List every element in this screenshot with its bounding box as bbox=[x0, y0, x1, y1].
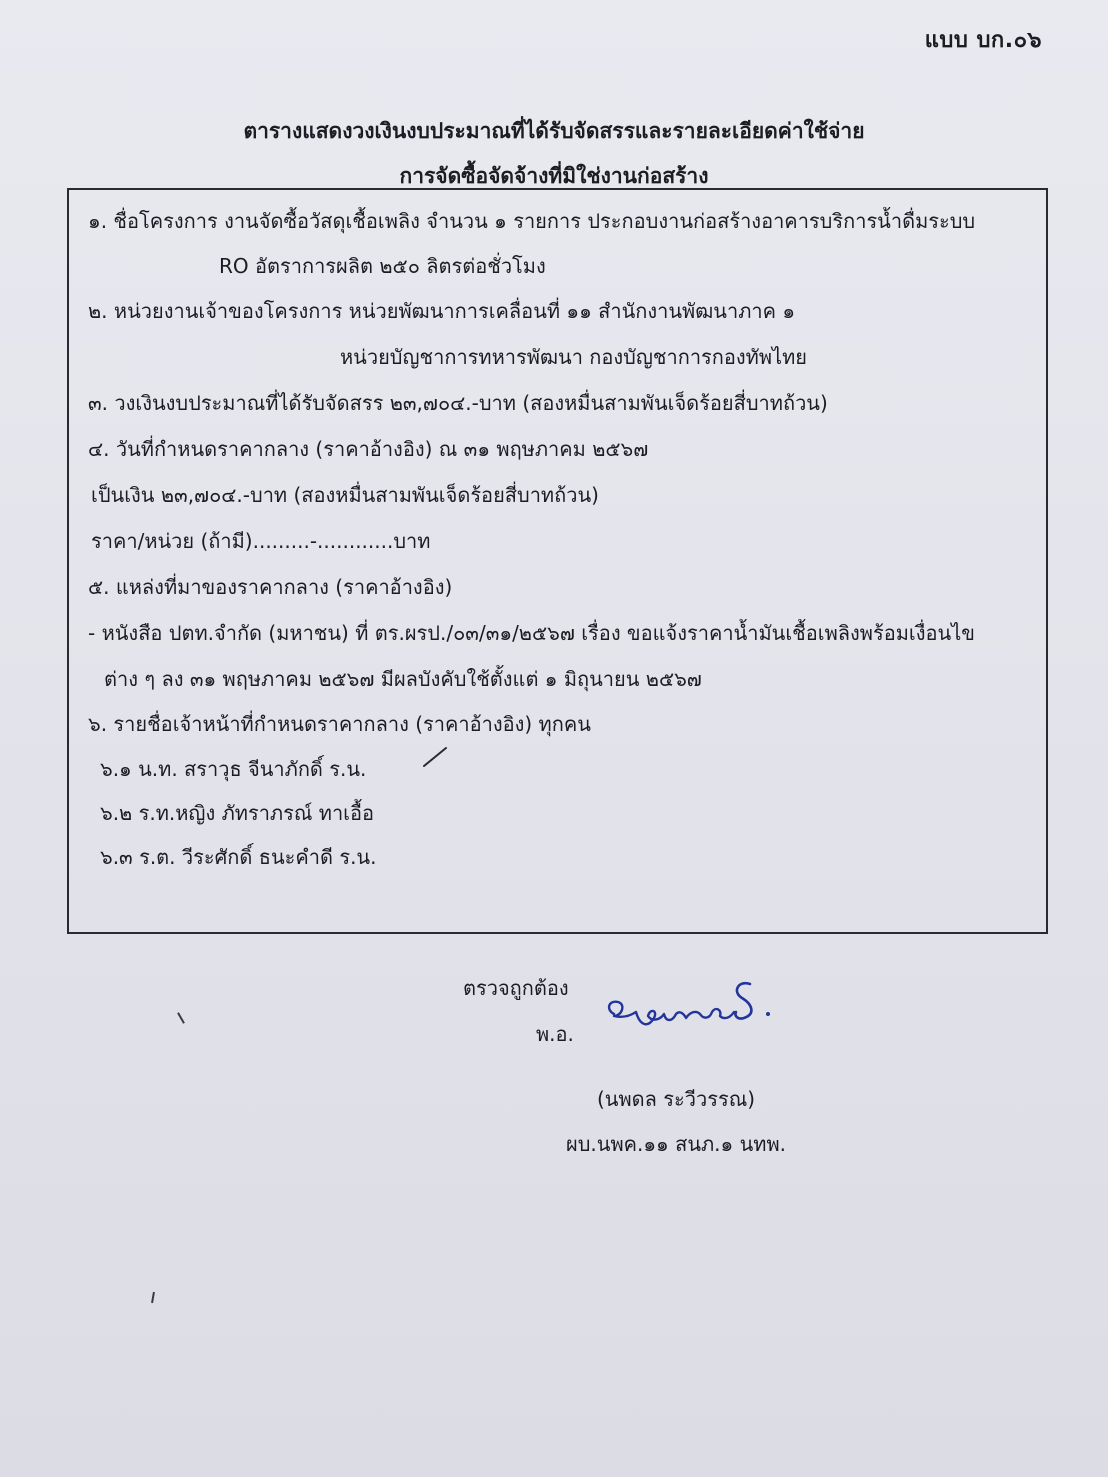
stray-mark bbox=[151, 1292, 155, 1303]
title-line-2: การจัดซื้อจัดจ้างที่มิใช่งานก่อสร้าง bbox=[399, 164, 709, 188]
item-4-reference-amount: เป็นเงิน ๒๓,๗๐๔.-บาท (สองหมื่นสามพันเจ็ดร้อยสี่บาทถ้วน) bbox=[91, 483, 599, 507]
item-4-reference-date: ๔. วันที่กำหนดราคากลาง (ราคาอ้างอิง) ณ ๓๑ พฤษภาคม ๒๕๖๗ bbox=[88, 437, 649, 461]
verified-label: ตรวจถูกต้อง bbox=[463, 976, 569, 1000]
signer-name: (นพดล ระวีวรรณ) bbox=[597, 1087, 756, 1111]
item-5-source-detail-cont: ต่าง ๆ ลง ๓๑ พฤษภาคม ๒๕๖๗ มีผลบังคับใช้ตั้งแต่ ๑ มิถุนายน ๒๕๖๗ bbox=[104, 667, 702, 691]
item-2-owner-cont: หน่วยบัญชาการทหารพัฒนา กองบัญชาการกองทัพไทย bbox=[340, 345, 808, 369]
item-4-unit-price: ราคา/หน่วย (ถ้ามี).........-............บาท bbox=[91, 529, 431, 553]
handwritten-signature bbox=[600, 970, 790, 1040]
signer-rank: พ.อ. bbox=[536, 1022, 574, 1046]
item-5-source-detail: - หนังสือ ปตท.จำกัด (มหาชน) ที่ ตร.ผรป./๐๓/๓๑/๒๕๖๗ เรื่อง ขอแจ้งราคาน้ำมันเชื้อเพลิงพร้อมเงื่อนไข bbox=[88, 621, 975, 645]
item-1-project-name: ๑. ชื่อโครงการ งานจัดซื้อวัสดุเชื้อเพลิง จำนวน ๑ รายการ ประกอบงานก่อสร้างอาคารบริการน้ำดื่มระบบ bbox=[88, 209, 976, 233]
official-6-1: ๖.๑ น.ท. สราวุธ จีนาภักดิ์ ร.น. bbox=[100, 757, 367, 781]
signer-position: ผบ.นพค.๑๑ สนภ.๑ นทพ. bbox=[566, 1132, 786, 1156]
stray-mark bbox=[177, 1012, 185, 1023]
item-1-project-name-cont: RO อัตราการผลิต ๒๕๐ ลิตรต่อชั่วโมง bbox=[219, 254, 546, 278]
item-6-officials-heading: ๖. รายชื่อเจ้าหน้าที่กำหนดราคากลาง (ราคาอ้างอิง) ทุกคน bbox=[88, 712, 591, 736]
title-line-1: ตารางแสดงวงเงินงบประมาณที่ได้รับจัดสรรและรายละเอียดค่าใช้จ่าย bbox=[243, 119, 865, 143]
official-6-3: ๖.๓ ร.ต. วีระศักดิ์ ธนะคำดี ร.น. bbox=[100, 845, 377, 869]
item-2-owner: ๒. หน่วยงานเจ้าของโครงการ หน่วยพัฒนาการเคลื่อนที่ ๑๑ สำนักงานพัฒนาภาค ๑ bbox=[88, 299, 796, 323]
item-3-budget: ๓. วงเงินงบประมาณที่ได้รับจัดสรร ๒๓,๗๐๔.-บาท (สองหมื่นสามพันเจ็ดร้อยสี่บาทถ้วน) bbox=[88, 391, 828, 415]
form-code: แบบ บก.๐๖ bbox=[924, 28, 1042, 53]
official-6-2: ๖.๒ ร.ท.หญิง ภัทราภรณ์ ทาเอื้อ bbox=[100, 801, 375, 825]
tick-mark bbox=[420, 744, 450, 770]
item-5-source-heading: ๕. แหล่งที่มาของราคากลาง (ราคาอ้างอิง) bbox=[88, 575, 453, 599]
